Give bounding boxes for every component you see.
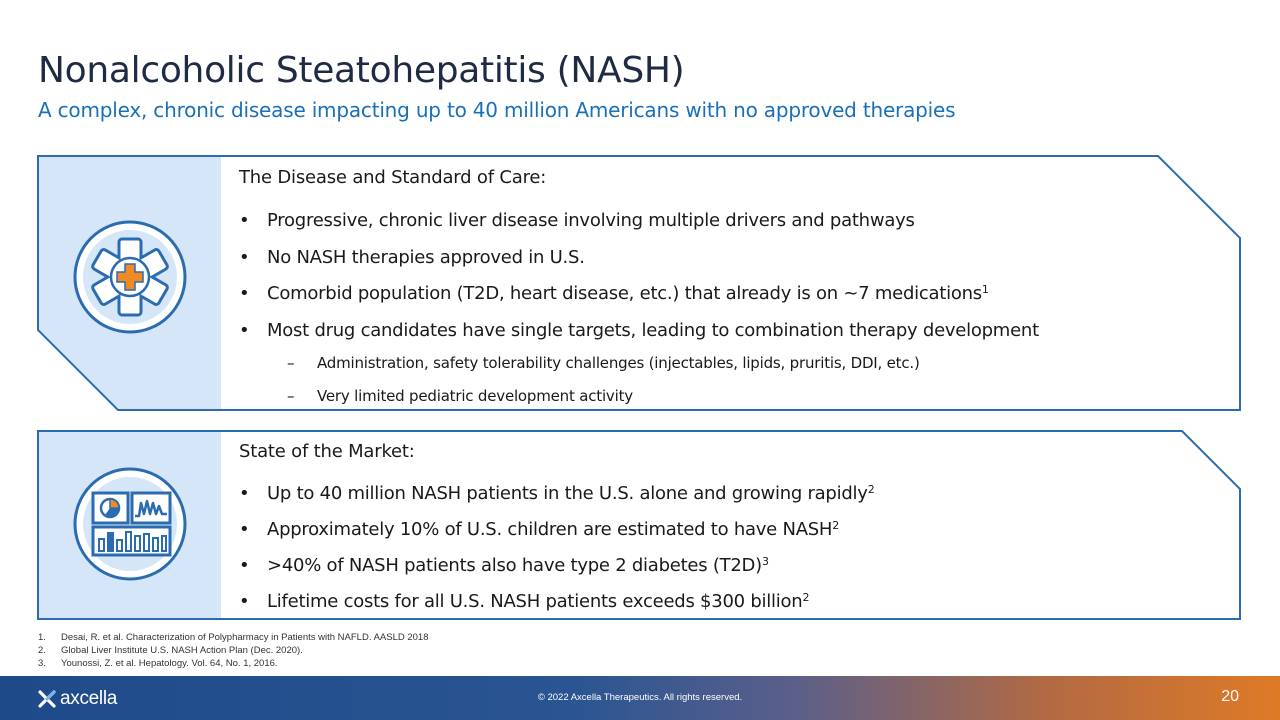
footnote: 1. Desai, R. et al. Characterization of Polypharmacy in Patients with NAFLD. AASLD 2018 bbox=[38, 632, 429, 643]
disease-panel-heading: The Disease and Standard of Care: bbox=[239, 167, 547, 188]
market-bullet: • Lifetime costs for all U.S. NASH patients exceeds $300 billion$^2$ bbox=[239, 584, 874, 620]
disease-bullet: • No NASH therapies approved in U.S. bbox=[239, 240, 1039, 277]
disease-bullet: • Most drug candidates have single targets, leading to combination therapy development bbox=[239, 313, 1039, 350]
analytics-dashboard-icon bbox=[72, 466, 188, 587]
disease-sub-bullet: – Very limited pediatric development activity bbox=[239, 380, 920, 413]
disease-sub-bullet-list bbox=[239, 347, 920, 413]
footnotes bbox=[38, 631, 429, 670]
market-panel bbox=[0, 430, 1280, 620]
market-bullet-list bbox=[239, 476, 874, 620]
footnote: 3. Younossi, Z. et al. Hepatology. Vol. 64, No. 1, 2016. bbox=[38, 658, 278, 669]
slide-subtitle: A complex, chronic disease impacting up to 40 million Americans with no approved therapies bbox=[38, 98, 956, 122]
logo-text: axcella bbox=[60, 688, 118, 709]
market-bullet: • Up to 40 million NASH patients in the U.S. alone and growing rapidly$^2$ bbox=[239, 476, 874, 512]
market-bullet: • >40% of NASH patients also have type 2 diabetes $(T2D)^3$ bbox=[239, 548, 874, 584]
copyright: © 2022 Axcella Therapeutics. All rights reserved. bbox=[537, 692, 743, 703]
slide-title: Nonalcoholic Steatohepatitis (NASH) bbox=[38, 50, 685, 91]
market-bullet: • Approximately 10% of U.S. children are estimated to have NASH$^2$ bbox=[239, 512, 874, 548]
footnote: 2. Global Liver Institute U.S. NASH Action Plan (Dec. 2020). bbox=[38, 645, 303, 656]
medical-cross-icon bbox=[72, 219, 188, 340]
market-panel-heading: State of the Market: bbox=[239, 441, 415, 462]
disease-panel bbox=[0, 155, 1280, 411]
disease-bullet: • Comorbid population (T2D, heart disease, etc.) that already is on ~7 medications$^1$ bbox=[239, 276, 1039, 313]
disease-bullet-list bbox=[239, 203, 1039, 349]
disease-sub-bullet: – Administration, safety tolerability challenges (injectables, lipids, pruritis, DDI, etc.) bbox=[239, 347, 920, 380]
disease-bullet: • Progressive, chronic liver disease involving multiple drivers and pathways bbox=[239, 203, 1039, 240]
page-number: 20 bbox=[1221, 688, 1239, 705]
